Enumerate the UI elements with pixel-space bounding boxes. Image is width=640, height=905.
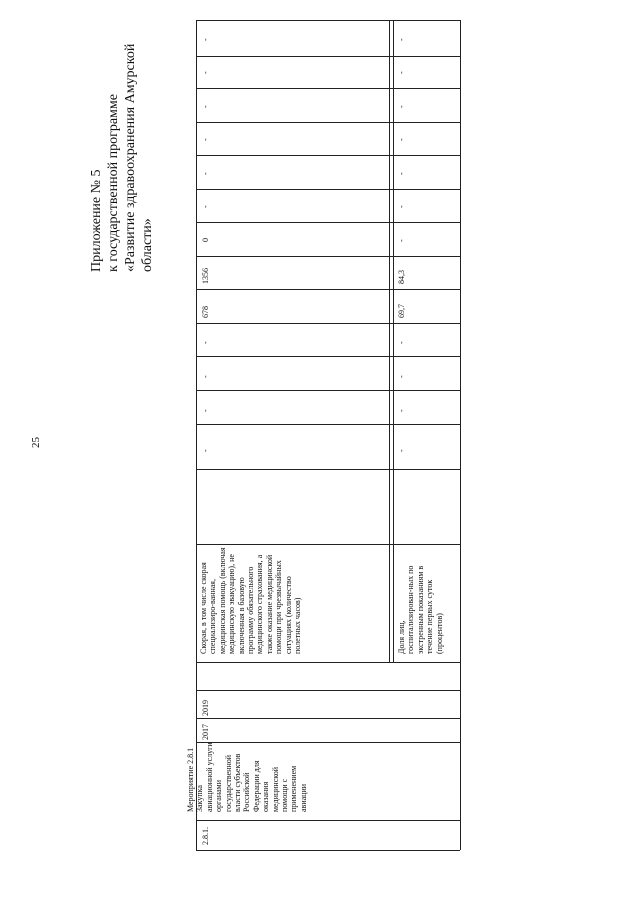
- indicator-1-value: 678: [201, 306, 210, 318]
- header-line-1: Приложение № 5: [89, 169, 104, 272]
- indicator-2-value: -: [397, 105, 406, 108]
- indicator-2-value: 69,7: [397, 304, 406, 318]
- header-line-4: области»: [140, 218, 155, 272]
- indicator-2-value: -: [397, 409, 406, 412]
- appendix-header: [88, 44, 156, 272]
- year-start-cell: 2017: [201, 724, 210, 740]
- indicator-2-value: 84,3: [397, 270, 406, 284]
- indicator-2-value: -: [397, 239, 406, 242]
- col-separator: [196, 56, 460, 57]
- col-separator: [196, 189, 460, 190]
- table-border-right: [460, 20, 461, 850]
- col-separator: [196, 662, 460, 663]
- indicator-2-value: -: [397, 172, 406, 175]
- col-separator: [196, 424, 460, 425]
- indicator-1-value: 1356: [201, 268, 210, 284]
- col-separator: [196, 469, 460, 470]
- indicator-1-value: -: [201, 205, 210, 208]
- indicator-1-value: -: [201, 105, 210, 108]
- table-border-top: [196, 20, 460, 21]
- col-separator: [196, 356, 460, 357]
- indicator-2-value: -: [397, 341, 406, 344]
- page-number: 25: [30, 437, 42, 448]
- indicator-1-value: -: [201, 409, 210, 412]
- col-separator: [196, 390, 460, 391]
- table-border-left: [196, 20, 197, 850]
- indicator-2-value: -: [397, 38, 406, 41]
- indicator-2-text: Доля лиц, госпитализирован-ных по экстренным показаниям в течение первых суток (процентов): [397, 565, 444, 654]
- row-separator: [393, 20, 394, 662]
- indicator-1-value: -: [201, 71, 210, 74]
- col-separator: [196, 155, 460, 156]
- col-separator: [196, 122, 460, 123]
- indicator-1-value: -: [201, 341, 210, 344]
- indicator-1-value: -: [201, 375, 210, 378]
- event-title-cell: Мероприятие 2.8.1 Закупка авиационной услуги органами государственной власти субъектов Российской Федерации для оказания медицинской помощи с применением авиации: [186, 742, 308, 812]
- col-separator: [196, 289, 460, 290]
- col-separator: [196, 690, 460, 691]
- table-border-bottom: [196, 850, 460, 851]
- indicator-2-value: -: [397, 375, 406, 378]
- indicator-1-value: -: [201, 138, 210, 141]
- indicator-1-value: -: [201, 449, 210, 452]
- col-separator: [196, 323, 460, 324]
- indicator-1-value: 0: [201, 238, 210, 242]
- indicator-2-value: -: [397, 138, 406, 141]
- col-separator: [196, 88, 460, 89]
- indicator-1-value: -: [201, 38, 210, 41]
- header-line-2: к государственной программе: [106, 94, 121, 272]
- indicator-2-value: -: [397, 205, 406, 208]
- indicator-2-value: -: [397, 449, 406, 452]
- indicator-1-value: -: [201, 172, 210, 175]
- col-separator: [196, 256, 460, 257]
- col-separator: [196, 222, 460, 223]
- col-separator: [196, 820, 460, 821]
- row-separator: [389, 20, 390, 662]
- indicator-1-text: Скорая, в том числе скорая специализиро-ванная, медицинская помощь (включая медицинскую эвакуацию), не включенная в базовую программу обязательного медицинского страхования, а также оказание медицинской помощи при чрезвычайных ситуациях (количество полетных часов): [199, 547, 303, 654]
- year-end-cell: 2019: [201, 700, 210, 716]
- row-number-cell: 2.8.1.: [201, 827, 210, 845]
- header-line-3: «Развитие здравоохранения Амурской: [123, 43, 138, 272]
- indicator-2-value: -: [397, 71, 406, 74]
- col-separator: [196, 718, 460, 719]
